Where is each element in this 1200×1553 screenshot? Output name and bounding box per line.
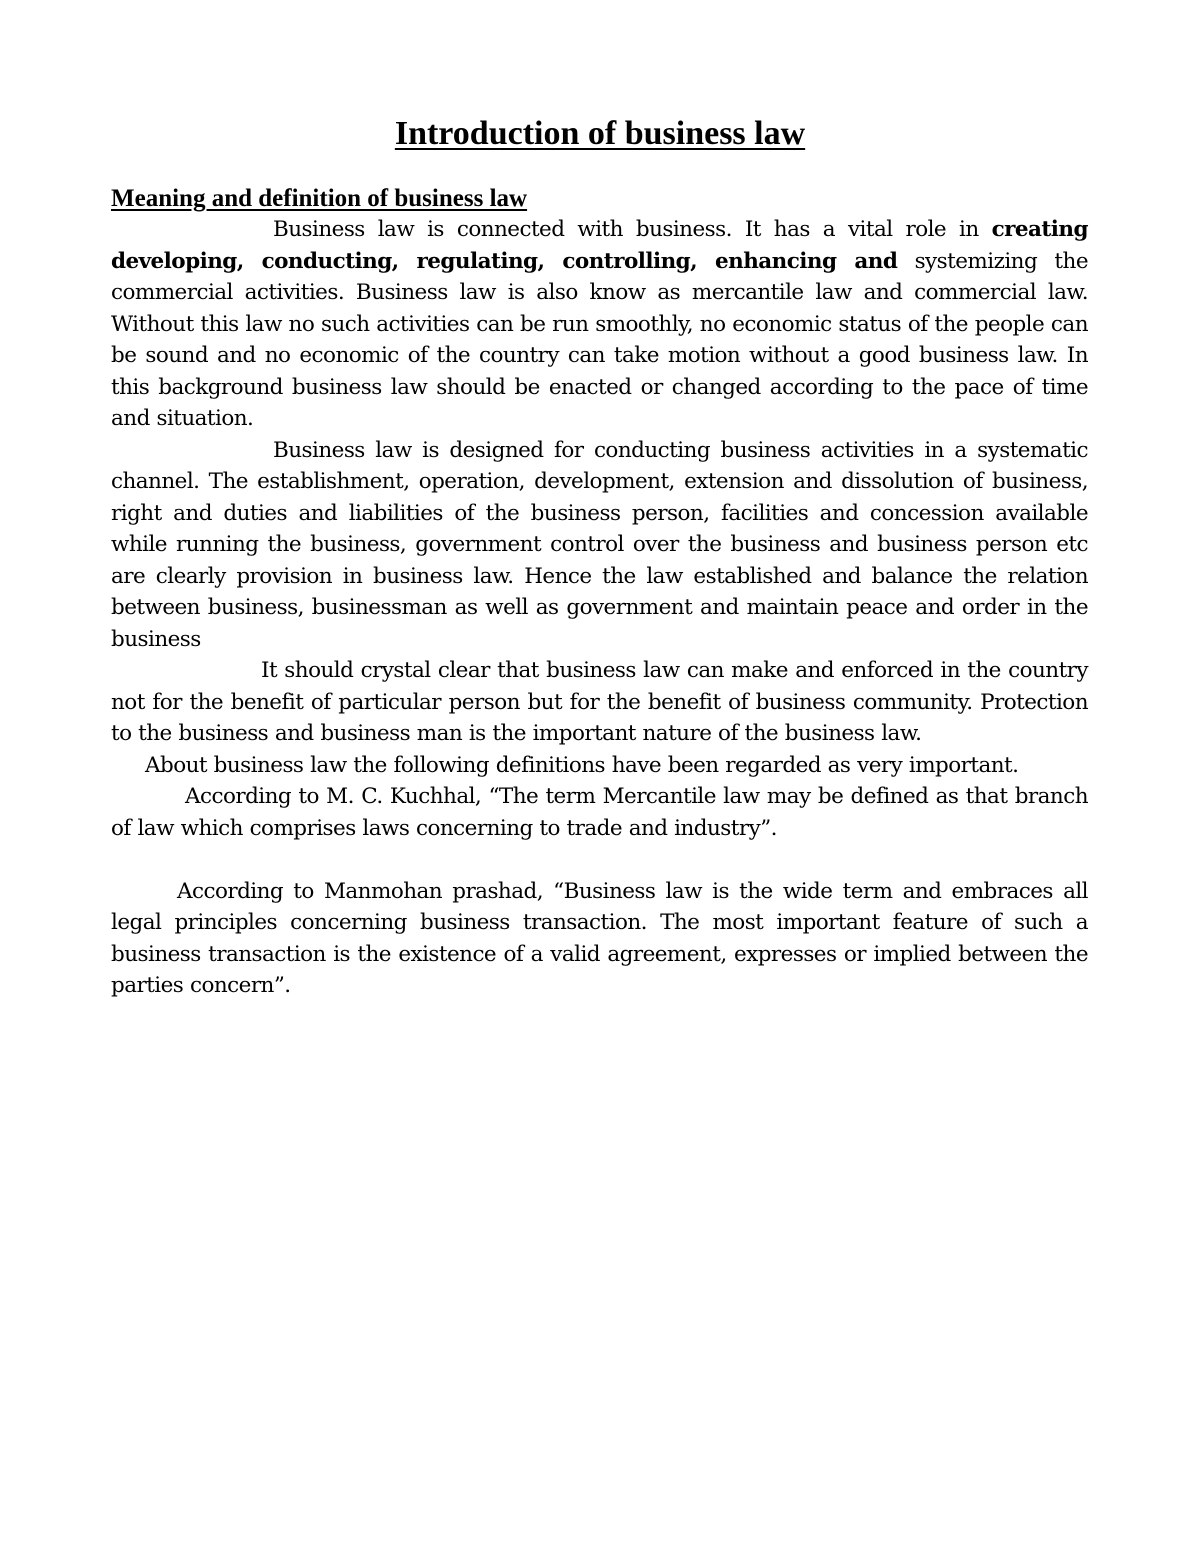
paragraph-1-bold-terms: creating developing, conducting, regulating, controlling, enhancing and bbox=[111, 217, 1088, 274]
paragraph-1-start: Business law is connected with business. It has a vital role in bbox=[273, 217, 992, 242]
paragraph-1-end: systemizing the commercial activities. Business law is also know as mercantile law and commercial law. Without this law no such activities can be run smoothly, no economic status of the people can be sound and no economic of the country can take motion without a good business law. In this background business law should be enacted or changed according to the pace of time and situation. bbox=[111, 248, 1088, 431]
document-title: Introduction of business law bbox=[394, 115, 806, 152]
paragraph-6: According to Manmohan prashad, “Business law is the wide term and embraces all legal principles concerning business transaction. The most important feature of such a business transaction is the existence of a valid agreement, expresses or implied between the parties concern”. bbox=[111, 878, 1088, 998]
paragraph-2: Business law is designed for conducting business activities in a systematic channel. The establishment, operation, development, extension and dissolution of business, right and duties and liabilities of the business person, facilities and concession available while running the business, government control over the business and business person etc are clearly provision in business law. Hence the law established and balance the relation between business, businessman as well as government and maintain peace and order in the business bbox=[111, 437, 1088, 652]
paragraph-4: About business law the following definitions have been regarded as very important. bbox=[145, 752, 1019, 778]
paragraph-5: According to M. C. Kuchhal, “The term Mercantile law may be defined as that branch of law which comprises laws concerning to trade and industry”. bbox=[111, 784, 1088, 841]
paragraph-1 bbox=[111, 214, 1088, 435]
paragraph-3: It should crystal clear that business law can make and enforced in the country not for the benefit of particular person but for the benefit of business community. Protection to the business and business man is the important nature of the business law. bbox=[111, 658, 1088, 746]
document-body bbox=[111, 183, 1088, 1002]
blank-line bbox=[111, 844, 1088, 876]
section-heading: Meaning and definition of business law bbox=[111, 185, 528, 212]
